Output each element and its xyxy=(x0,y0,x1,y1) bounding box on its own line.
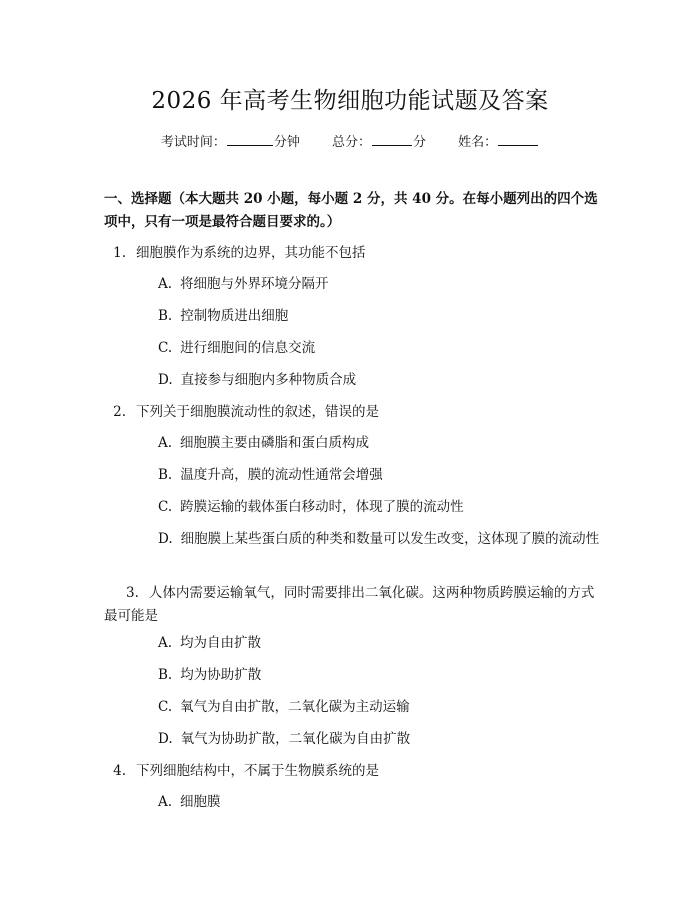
total-score-field xyxy=(332,131,426,150)
option-label: A. xyxy=(158,435,173,451)
q4-option-a xyxy=(158,791,604,814)
option-text: 控制物质进出细胞 xyxy=(180,308,289,324)
option-label: C. xyxy=(158,340,173,356)
section-heading: 一、选择题（本大题共 20 小题，每小题 2 分，共 40 分。在每小题列出的四个选项中，只有一项是最符合题目要求的。） xyxy=(104,191,598,230)
student-name-label: 姓名： xyxy=(458,135,498,150)
question-stem: 细胞膜作为系统的边界，其功能不包括 xyxy=(136,245,366,261)
question-stem: 人体内需要运输氧气，同时需要排出二氧化碳。这两种物质跨膜运输的方式最可能是 xyxy=(104,585,595,624)
page-title: 2026 年高考生物细胞功能试题及答案 xyxy=(151,88,549,114)
option-label: A. xyxy=(158,635,173,651)
exam-info-line xyxy=(0,131,700,150)
q1-option-b xyxy=(158,305,604,328)
option-label: D. xyxy=(158,531,173,547)
total-score-blank[interactable] xyxy=(372,144,412,146)
option-text: 细胞膜 xyxy=(180,794,221,810)
q3-option-b xyxy=(158,664,604,687)
option-text: 温度升高，膜的流动性通常会增强 xyxy=(180,467,383,483)
option-text: 氧气为自由扩散，二氧化碳为主动运输 xyxy=(180,699,410,715)
exam-time-blank[interactable] xyxy=(227,144,273,146)
q1-option-a xyxy=(158,273,604,296)
question-1 xyxy=(104,242,604,265)
q2-option-a xyxy=(158,432,604,455)
option-label: A. xyxy=(158,794,173,810)
option-text: 跨膜运输的载体蛋白移动时，体现了膜的流动性 xyxy=(180,499,464,515)
option-label: B. xyxy=(158,667,173,683)
question-number: 1. xyxy=(113,245,126,261)
q3-option-d xyxy=(158,728,604,751)
option-label: B. xyxy=(158,467,173,483)
question-stem: 下列细胞结构中，不属于生物膜系统的是 xyxy=(136,763,379,779)
q2-option-b xyxy=(158,464,604,487)
option-label: D. xyxy=(158,731,173,747)
q1-option-c xyxy=(158,337,604,360)
question-number: 4. xyxy=(113,763,126,779)
total-score-unit: 分 xyxy=(413,135,427,150)
option-text: 均为协助扩散 xyxy=(180,667,262,683)
exam-time-label: 考试时间： xyxy=(160,135,226,150)
total-score-label: 总分： xyxy=(331,135,371,150)
option-text: 细胞膜主要由磷脂和蛋白质构成 xyxy=(180,435,370,451)
option-text: 直接参与细胞内多种物质合成 xyxy=(180,372,357,388)
q2-option-d xyxy=(104,528,604,551)
q2-option-c xyxy=(158,496,604,519)
question-stem: 下列关于细胞膜流动性的叙述，错误的是 xyxy=(136,404,379,420)
option-label: D. xyxy=(158,372,173,388)
q3-option-a xyxy=(158,632,604,655)
question-4 xyxy=(104,760,604,783)
question-3 xyxy=(104,582,604,628)
option-text: 将细胞与外界环境分隔开 xyxy=(180,276,329,292)
q1-option-d xyxy=(158,369,604,392)
question-2 xyxy=(104,401,604,424)
option-text: 氧气为协助扩散，二氧化碳为自由扩散 xyxy=(180,731,411,747)
exam-time-unit: 分钟 xyxy=(273,135,300,150)
option-label: B. xyxy=(158,308,173,324)
question-number: 2. xyxy=(113,404,126,420)
option-text: 均为自由扩散 xyxy=(180,635,262,651)
student-name-blank[interactable] xyxy=(498,144,538,146)
option-text: 进行细胞间的信息交流 xyxy=(180,340,316,356)
exam-time-field xyxy=(161,131,300,150)
q3-option-c xyxy=(158,696,604,719)
option-text: 细胞膜上某些蛋白质的种类和数量可以发生改变，这体现了膜的流动性 xyxy=(180,531,600,547)
student-name-field xyxy=(458,131,539,150)
option-label: C. xyxy=(158,499,173,515)
question-number: 3. xyxy=(126,585,139,601)
option-label: C. xyxy=(158,699,173,715)
option-label: A. xyxy=(158,276,173,292)
